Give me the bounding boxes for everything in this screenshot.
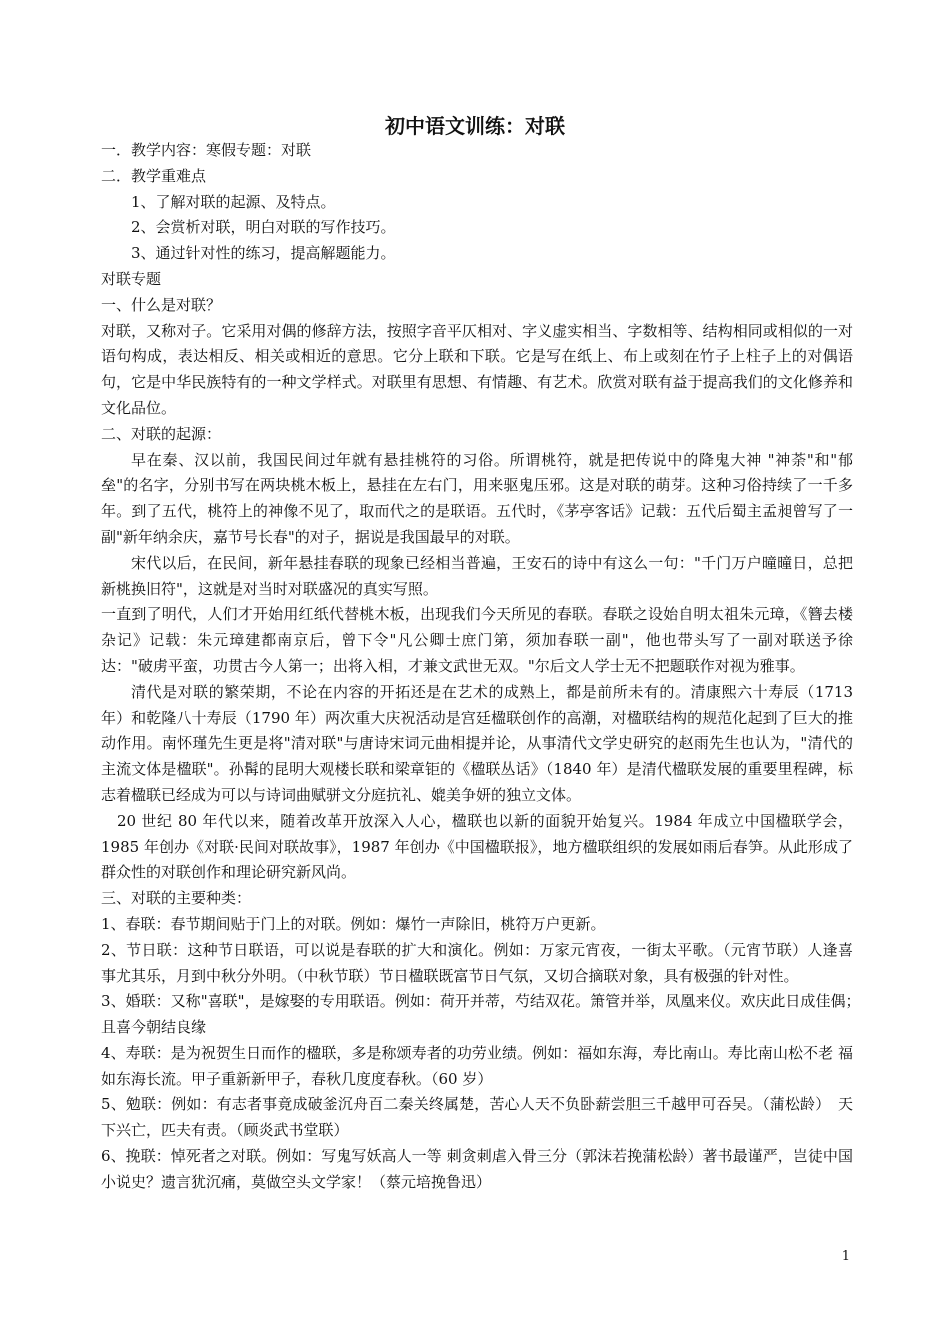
teaching-content-line: 一．教学内容：寒假专题：对联 xyxy=(101,141,312,159)
type-item-elegy: 6、挽联：悼死者之对联。例如：写鬼写妖高人一等 刺贪刺虐入骨三分（郭沫若挽蒲松龄）著书最谨严，岂徒中国小说史？遗言犹沉痛，莫做空头文学家！（蔡元培挽鲁迅） xyxy=(101,1147,853,1191)
definition-paragraph: 对联，又称对子。它采用对偶的修辞方法，按照字音平仄相对、字义虚实相当、字数相等、结构相同或相似的一对语句构成，表达相反、相关或相近的意思。它分上联和下联。它是写在纸上、布上或刻在竹子上柱子上的对偶语句，它是中华民族特有的一种文学样式。对联里有思想、有情趣、有艺术。欣赏对联有益于提高我们的文化修养和文化品位。 xyxy=(101,321,853,417)
section-heading-what-is-couplet: 一、什么是对联？ xyxy=(101,295,222,314)
type-item-spring: 1、春联：春节期间贴于门上的对联。例如：爆竹一声除旧，桃符万户更新。 xyxy=(101,914,606,933)
origin-paragraph-ming: 一直到了明代，人们才开始用红纸代替桃木板，出现我们今天所见的春联。春联之设始自明太祖朱元璋，《簪去楼杂记》记载：朱元璋建都南京后，曾下令"凡公卿士庶门第，须加春联一副"，他也带头写了一副对联送予徐达："破虏平蛮，功贯古今人第一；出将入相，才兼文武世无双。"尔后文人学士无不把题联作对视为雅事。 xyxy=(101,605,853,675)
origin-paragraph-song: 宋代以后，在民间，新年悬挂春联的现象已经相当普遍，王安石的诗中有这么一句："千门万户曈曈日，总把新桃换旧符"，这就是对当时对联盛况的真实写照。 xyxy=(101,553,853,598)
page-number: 1 xyxy=(841,1249,850,1264)
document-body xyxy=(101,138,869,1196)
document-title: 初中语文训练：对联 xyxy=(385,114,565,138)
section-heading-origin: 二、对联的起源： xyxy=(101,424,222,443)
type-item-wedding: 3、婚联：又称"喜联"，是嫁娶的专用联语。例如：荷开并蒂，芍结双花。箫管并举，凤凰来仪。欢庆此日成佳偶； 且喜今朝结良缘 xyxy=(101,992,869,1037)
teaching-focus-heading: 二．教学重难点 xyxy=(101,166,207,185)
type-item-birthday: 4、寿联：是为祝贺生日而作的楹联，多是称颂寿者的功劳业绩。例如：福如东海，寿比南山。寿比南山松不老 福如东海长流。甲子重新新甲子，春秋几度度春秋。（60 岁） xyxy=(101,1043,853,1088)
focus-item-3: 3、通过针对性的练习，提高解题能力。 xyxy=(131,244,396,263)
origin-paragraph-qin-han: 早在秦、汉以前，我国民间过年就有悬挂桃符的习俗。所谓桃符，就是把传说中的降鬼大神 "神荼"和"郁垒"的名字，分别书写在两块桃木板上，悬挂在左右门，用来驱鬼压邪。这是对联的萌芽。这种习俗持续了一千多年。到了五代，桃符上的神像不见了，取而代之的是联语。五代时，《茅亭客话》记载：五代后蜀主孟昶曾写了一副"新年纳余庆，嘉节号长春"的对子，据说是我国最早的对联。 xyxy=(101,450,853,546)
topic-heading: 对联专题 xyxy=(101,269,162,288)
origin-paragraph-modern: 20 世纪 80 年代以来，随着改革开放深入人心，楹联也以新的面貌开始复兴。1984 年成立中国楹联学会，1985 年创办《对联·民间对联故事》，1987 年创办《中国楹联报》，地方楹联组织的发展如雨后春笋。从此形成了群众性的对联创作和理论研究新风尚。 xyxy=(101,811,853,882)
type-item-encouragement: 5、勉联：例如：有志者事竟成破釜沉舟百二秦关终属楚，苦心人天不负卧薪尝胆三千越甲可吞吴。（蒲松龄） 天下兴亡，匹夫有责。（顾炎武书堂联） xyxy=(101,1095,853,1140)
origin-paragraph-qing: 清代是对联的繁荣期，不论在内容的开拓还是在艺术的成熟上，都是前所未有的。清康熙六十寿辰（1713 年）和乾隆八十寿辰（1790 年）两次重大庆祝活动是宫廷楹联创作的高潮，对楹联结构的规范化起到了巨大的推动作用。南怀瑾先生更是将"清对联"与唐诗宋词元曲相提并论，从事清代文学史研究的赵雨先生也认为，"清代的主流文体是楹联"。孙髯的昆明大观楼长联和梁章钜的《楹联丛话》（1840 年）是清代楹联发展的重要里程碑，标志着楹联已经成为可以与诗词曲赋骈文分庭抗礼、媲美争妍的独立文体。 xyxy=(101,682,853,804)
focus-item-2: 2、会赏析对联，明白对联的写作技巧。 xyxy=(131,218,396,237)
focus-item-1: 1、了解对联的起源、及特点。 xyxy=(131,192,336,211)
type-item-festival: 2、节日联：这种节日联语，可以说是春联的扩大和演化。例如：万家元宵夜，一街太平歌。（元宵节联）人逢喜事尤其乐，月到中秋分外明。（中秋节联）节日楹联既富节日气氛，又切合摘联对象，具有极强的针对性。 xyxy=(101,940,853,985)
section-heading-types: 三、对联的主要种类： xyxy=(101,889,252,908)
